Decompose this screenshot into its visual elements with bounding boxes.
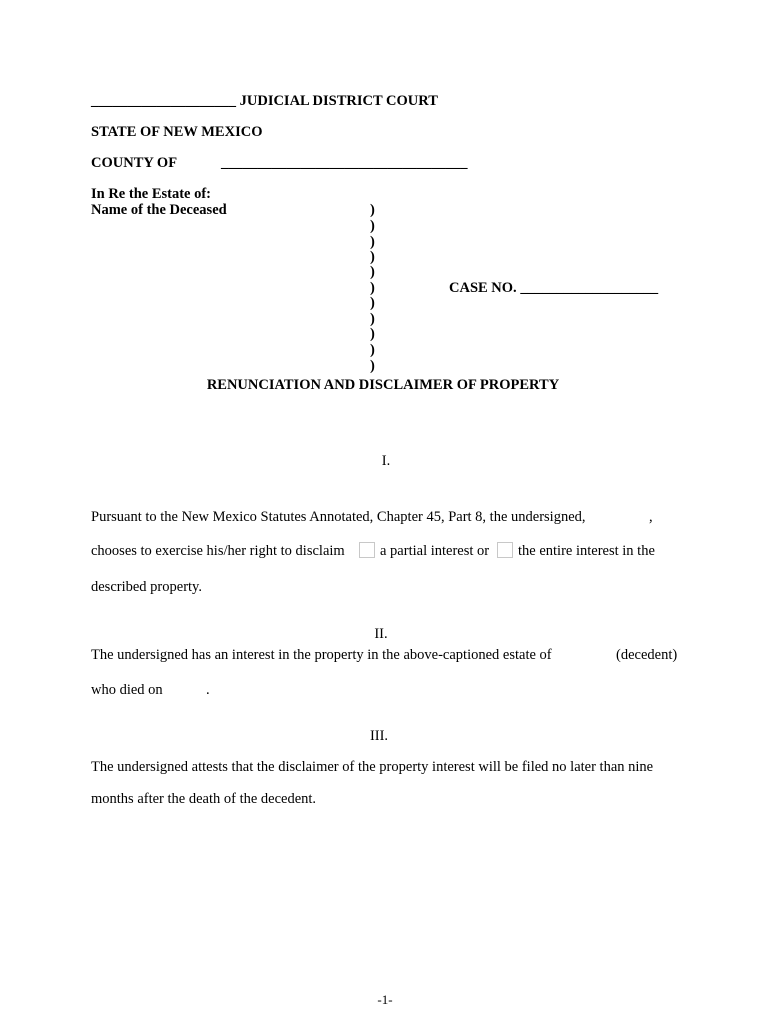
- decedent-name-field[interactable]: [574, 647, 612, 663]
- undersigned-name-field[interactable]: [613, 509, 647, 525]
- county-blank: __________________________________: [221, 155, 468, 171]
- section-number: I.: [381, 453, 391, 469]
- court-label: JUDICIAL DISTRICT COURT: [239, 93, 438, 109]
- caption-paren: ): [370, 295, 375, 311]
- entire-interest-label: the entire interest in the: [518, 543, 655, 559]
- section-3-line-1: The undersigned attests that the disclaimer of the property interest will be filed no later than nine: [91, 759, 654, 775]
- caption-paren: ): [370, 218, 375, 234]
- caption-paren: ): [370, 249, 375, 265]
- page-number: -1-: [377, 992, 393, 1007]
- caption-paren: ): [370, 311, 375, 327]
- section-2-line-1: The undersigned has an interest in the property in the above-captioned estate of: [91, 647, 552, 663]
- case-number-blank: ___________________: [520, 280, 659, 296]
- section-1-line-2a: chooses to exercise his/her right to disclaim: [91, 543, 345, 559]
- section-1-line-1: Pursuant to the New Mexico Statutes Annotated, Chapter 45, Part 8, the undersigned,: [91, 509, 586, 525]
- section-number: III.: [369, 728, 389, 744]
- caption-paren: ): [370, 264, 375, 280]
- section-number: II.: [374, 626, 388, 642]
- section-2-line-2: who died on: [91, 682, 163, 698]
- case-number-label: CASE NO.: [449, 280, 517, 296]
- court-heading: [91, 93, 438, 110]
- caption-paren: ): [370, 234, 375, 250]
- section-1-comma: ,: [649, 509, 653, 525]
- section-1-line-3: described property.: [91, 579, 202, 595]
- partial-interest-label: a partial interest or: [380, 543, 490, 559]
- caption-paren: ): [370, 202, 375, 218]
- caption-paren: ): [370, 280, 375, 296]
- county-label: COUNTY OF: [91, 155, 178, 171]
- case-number: [449, 280, 658, 297]
- date-of-death-field[interactable]: [170, 682, 204, 698]
- partial-interest-checkbox[interactable]: [359, 542, 375, 558]
- section-3-line-2: months after the death of the decedent.: [91, 791, 317, 807]
- caption-paren: ): [370, 326, 375, 342]
- document-title: RENUNCIATION AND DISCLAIMER OF PROPERTY: [206, 377, 560, 393]
- caption-paren: ): [370, 342, 375, 358]
- deceased-name-label: Name of the Deceased: [91, 202, 227, 218]
- decedent-label: (decedent): [616, 647, 678, 663]
- in-re-label: In Re the Estate of:: [91, 186, 212, 202]
- caption-paren: ): [370, 358, 375, 374]
- section-2-period: .: [206, 682, 210, 698]
- entire-interest-checkbox[interactable]: [497, 542, 513, 558]
- court-name-blank: ____________________: [91, 93, 236, 109]
- state-label: STATE OF NEW MEXICO: [91, 124, 263, 140]
